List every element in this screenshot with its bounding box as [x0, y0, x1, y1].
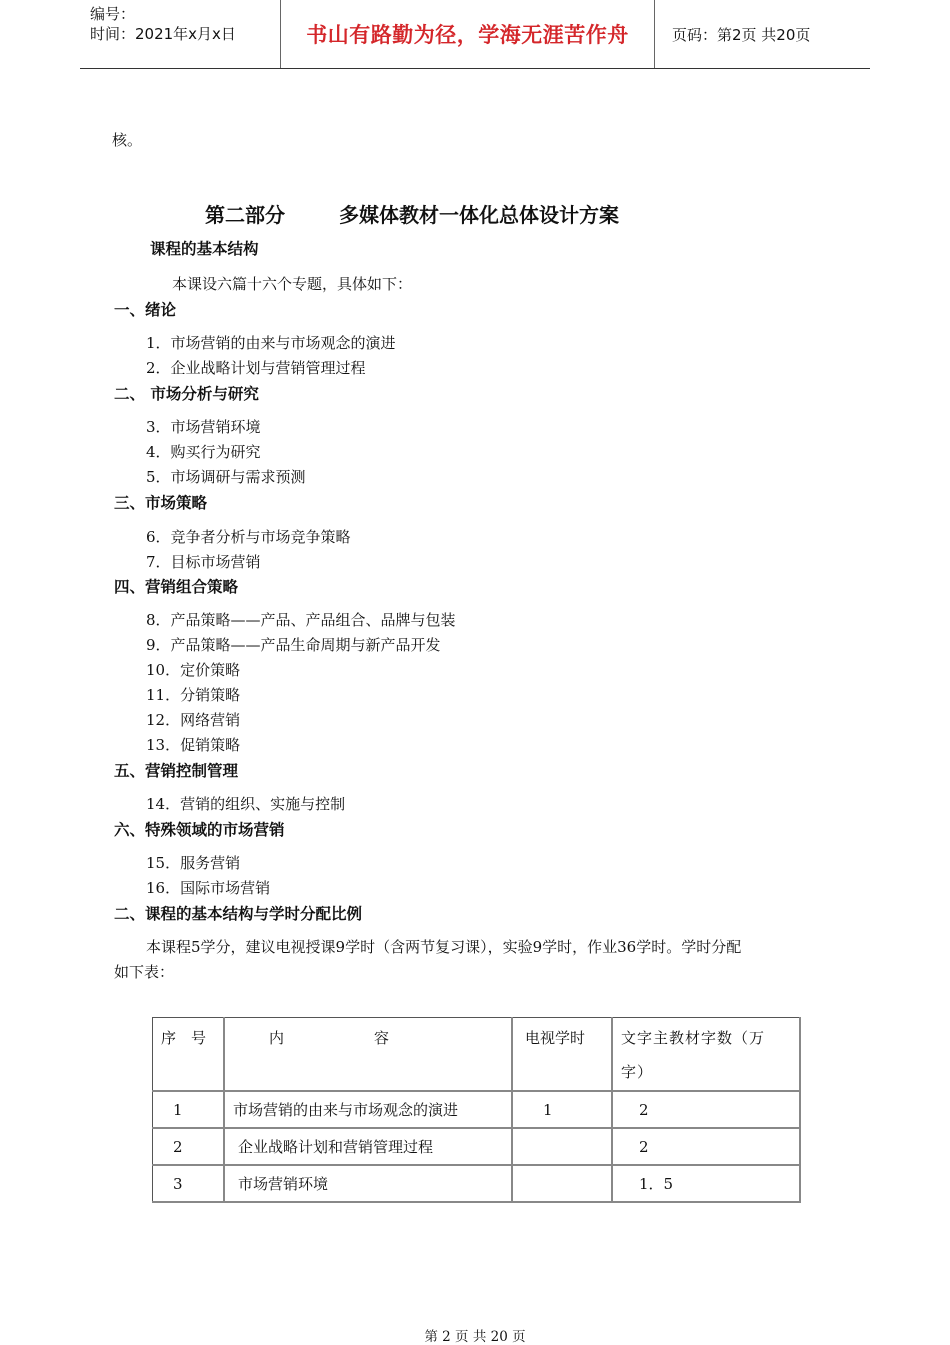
list-item: 13．促销策略 [146, 736, 241, 754]
table-header-cell: 内 容 [224, 1018, 512, 1092]
list-item: 8．产品策略——产品、产品组合、品牌与包装 [146, 611, 456, 629]
table-header-cell: 序 号 [153, 1018, 225, 1092]
table-cell: 1．5 [612, 1165, 800, 1202]
list-item: 4．购买行为研究 [146, 443, 261, 461]
table-cell: 市场营销环境 [224, 1165, 512, 1202]
paragraph-line: 本课程5学分，建议电视授课9学时（含两节复习课），实验9学时，作业36学时。学时分配 [146, 938, 742, 956]
table-header-cell [612, 1018, 800, 1092]
intro-text: 本课设六篇十六个专题，具体如下： [172, 275, 413, 293]
page-footer: 第 2 页 共 20 页 [424, 1329, 526, 1345]
table-row [153, 1091, 801, 1128]
table-cell: 1 [512, 1091, 612, 1128]
page-label-text: 页码：第2页 共20页 [672, 25, 811, 44]
table-cell: 2 [612, 1128, 800, 1165]
section-heading: 五、营销控制管理 [114, 762, 239, 780]
section-heading: 三、市场策略 [114, 494, 208, 512]
table-cell [512, 1128, 612, 1165]
list-item: 16．国际市场营销 [146, 879, 271, 897]
table-cell: 3 [153, 1165, 225, 1202]
section-heading: 一、绪论 [114, 301, 177, 319]
list-item: 1．市场营销的由来与市场观念的演进 [146, 334, 396, 352]
table-row [153, 1128, 801, 1165]
header-line: 字） [621, 1063, 654, 1081]
list-item: 6．竞争者分析与市场竞争策略 [146, 528, 351, 546]
number-label: 编号： [90, 5, 136, 23]
sub-heading: 课程的基本结构 [150, 240, 259, 258]
paragraph-line: 如下表： [114, 963, 175, 981]
text-fragment: 核。 [112, 131, 143, 149]
table-cell: 2 [612, 1091, 800, 1128]
section-heading: 四、营销组合策略 [114, 578, 239, 596]
page-header [80, 0, 870, 69]
list-item: 3．市场营销环境 [146, 418, 261, 436]
list-item: 5．市场调研与需求预测 [146, 468, 306, 486]
part-title-number: 第二部分 [205, 203, 285, 227]
part-title [205, 199, 619, 228]
time-label: 时间：2021年x月x日 [90, 25, 236, 43]
table-header-cell: 电视学时 [512, 1018, 612, 1092]
table-cell [512, 1165, 612, 1202]
table-cell: 企业战略计划和营销管理过程 [224, 1128, 512, 1165]
section-heading: 六、特殊领域的市场营销 [114, 821, 285, 839]
section2-heading: 二、课程的基本结构与学时分配比例 [114, 905, 363, 923]
list-item: 14．营销的组织、实施与控制 [146, 795, 346, 813]
header-line: 文字主教材字数（万 [621, 1029, 766, 1047]
section-heading: 二、 市场分析与研究 [114, 385, 259, 403]
list-item: 7．目标市场营销 [146, 553, 261, 571]
part-title-text: 多媒体教材一体化总体设计方案 [339, 203, 619, 227]
table-cell: 1 [153, 1091, 225, 1128]
list-item: 15．服务营销 [146, 854, 241, 872]
list-item: 2．企业战略计划与营销管理过程 [146, 359, 366, 377]
list-item: 11．分销策略 [146, 686, 241, 704]
list-item: 12．网络营销 [146, 711, 241, 729]
header-motto: 书山有路勤为径，学海无涯苦作舟 [281, 0, 655, 68]
table-cell: 市场营销的由来与市场观念的演进 [224, 1091, 512, 1128]
hours-table [152, 1017, 801, 1203]
table-header-row [153, 1018, 801, 1092]
list-item: 9．产品策略——产品生命周期与新产品开发 [146, 636, 441, 654]
header-meta [80, 0, 281, 68]
table-row [153, 1165, 801, 1202]
list-item: 10．定价策略 [146, 661, 241, 679]
header-page-label [664, 0, 870, 68]
table-cell: 2 [153, 1128, 225, 1165]
